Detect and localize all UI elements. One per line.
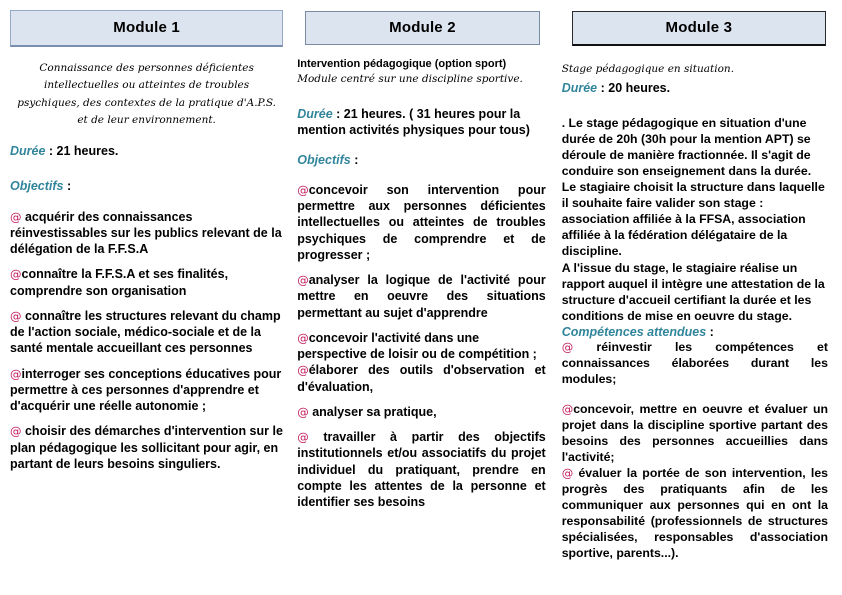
bullet-item: [562, 340, 828, 388]
spacer: [10, 414, 283, 423]
module-1-intro-text: Connaissance des personnes déficientes intellectuelles ou atteintes de troubles psychiques, des contextes de la pratique d'A.P.S. et de leur environnement.: [17, 62, 276, 126]
duration-value: : 21 heures.: [45, 144, 119, 159]
bullet-item: [297, 404, 545, 420]
bullet-item: [10, 423, 283, 472]
spacer: [297, 420, 545, 429]
module-3-column: [554, 8, 838, 595]
bullet-icon: @: [561, 340, 574, 355]
spacer: [297, 395, 545, 404]
objectives-colon: :: [350, 152, 359, 167]
bullet-text: interroger ses conceptions éducatives pour permettre à ces personnes d'apprendre et d'acquérir une réelle autonomie ;: [10, 366, 282, 413]
bullet-icon: @: [10, 366, 22, 381]
spacer: [10, 357, 283, 366]
bullet-icon: @: [561, 466, 574, 481]
bullet-text: connaître la F.F.S.A et ses finalités, comprendre son organisation: [10, 267, 229, 298]
duration-label: Durée: [561, 80, 598, 95]
module-1-header-box: Module 1: [10, 10, 283, 47]
module-2-duration: [297, 106, 545, 138]
module-1-objectives-heading: [10, 178, 283, 194]
spacer: [297, 138, 545, 152]
bullet-text: évaluer la portée de son intervention, les progrès des pratiquants afin de les communiquer aux personnes qui en ont la responsabilité (professionnels de structures spécialisées, responsables d'association sportive, parents...).: [561, 466, 829, 560]
module-2-header-box: Module 2: [305, 11, 539, 45]
bullet-icon: @: [10, 209, 22, 224]
module-2-objectives-heading: [297, 152, 545, 168]
spacer: [10, 195, 283, 209]
spacer: [562, 388, 828, 402]
spacer: [297, 321, 545, 330]
bullet-item: [297, 182, 545, 263]
module-3-competences-heading: [562, 324, 828, 340]
spacer: [10, 299, 283, 308]
duration-value: : 20 heures.: [597, 80, 671, 95]
bullet-text: acquérir des connaissances réinvestissables sur les publics relevant de la délégation de la F.F.S.A: [10, 209, 282, 256]
bullet-item: [297, 272, 545, 321]
bullet-item: [297, 362, 545, 395]
bullet-icon: @: [297, 182, 309, 197]
module-1-duration: [10, 143, 283, 159]
bullet-text: concevoir, mettre en oeuvre et évaluer un projet dans la discipline sportive partant des besoins des personnes accueillies dans l'activité;: [561, 402, 828, 465]
bullet-icon: @: [10, 308, 22, 323]
duration-label: Durée: [297, 106, 333, 121]
competences-colon: :: [706, 324, 714, 339]
module-3-intro-italic: Stage pédagogique en situation.: [561, 63, 735, 75]
spacer: [297, 87, 545, 106]
spacer: [10, 159, 283, 178]
module-2-intro-bold: Intervention pédagogique (option sport): [297, 58, 507, 70]
bullet-icon: @: [297, 363, 309, 378]
duration-label: Durée: [10, 144, 46, 159]
bullet-text: analyser sa pratique,: [312, 404, 437, 419]
bullet-icon: @: [561, 402, 574, 417]
module-3-duration: [562, 80, 828, 96]
module-2-intro-italic: Module centré sur une discipline sportive.: [297, 72, 523, 85]
bullet-text: concevoir son intervention pour permettre aux personnes déficientes intellectuelles ou atteintes de troubles psychiques de comprendre et de progresser ;: [297, 182, 546, 262]
bullet-item: [10, 366, 283, 415]
bullet-icon: @: [297, 404, 309, 419]
objectives-label: Objectifs: [10, 179, 64, 194]
spacer: [10, 129, 283, 143]
spacer: [10, 257, 283, 266]
objectives-label: Objectifs: [297, 152, 351, 167]
spacer: [297, 45, 545, 57]
bullet-icon: @: [297, 273, 309, 288]
bullet-text: connaître les structures relevant du champ de l'action sociale, médico-sociale et de la santé mentale accueillant ces personnes: [10, 308, 281, 356]
bullet-text: analyser la logique de l'activité pour mettre en oeuvre des situations permettant au sujet d'apprendre: [297, 273, 546, 320]
bullet-text: choisir des démarches d'intervention sur le plan pédagogique les sollicitant pour agir, en partant de leurs besoins singuliers.: [10, 424, 283, 471]
module-1-column: [4, 8, 291, 595]
bullet-item: [297, 330, 545, 363]
bullet-item: [562, 402, 828, 466]
bullet-item: [10, 266, 283, 299]
bullet-text: réinvestir les compétences et connaissances élaborées durant les modules;: [561, 340, 828, 387]
bullet-text: élaborer des outils d'observation et d'évaluation,: [297, 363, 546, 394]
spacer: [297, 263, 545, 272]
bullet-icon: @: [10, 267, 22, 282]
bullet-item: [297, 429, 545, 510]
module-3-header-box: Module 3: [572, 11, 826, 46]
bullet-text: concevoir l'activité dans une perspective de loisir ou de compétition ;: [297, 330, 537, 362]
duration-value: : 21 heures. ( 31 heures pour la mention activités physiques pour tous): [297, 106, 530, 137]
module-3-paragraph-2: A l'issue du stage, le stagiaire réalise un rapport auquel il intègre une attestation de la structure d'accueil certifiant la durée et les conditions de mise en oeuvre du stage.: [561, 260, 825, 323]
bullet-item: [10, 209, 283, 258]
bullet-icon: @: [10, 424, 22, 439]
bullet-icon: @: [297, 330, 309, 345]
objectives-colon: :: [63, 179, 72, 194]
spacer: [297, 168, 545, 182]
module-2-column: [291, 8, 553, 595]
module-3-paragraph-1: . Le stage pédagogique en situation d'une durée de 20h (30h pour la mention APT) se déroule de manière fractionnée. Il s'agit de conduire son enseignement dans la durée. Le stagiaire choisit la structure dans laquelle il souhaite faire valider son stage : association affiliée à la FFSA, association affiliée à la fédération délégataire de la discipline.: [561, 115, 825, 259]
spacer: [562, 46, 828, 62]
bullet-item: [10, 308, 283, 357]
bullet-icon: @: [297, 430, 309, 445]
competences-label: Compétences attendues: [561, 324, 707, 339]
bullet-text: travailler à partir des objectifs institutionnels et/ou associatifs du projet individuel du pratiquant, prendre en compte les attentes de la personne et identifier ses besoins: [297, 430, 546, 510]
bullet-item: [562, 466, 828, 562]
spacer: [562, 96, 828, 115]
